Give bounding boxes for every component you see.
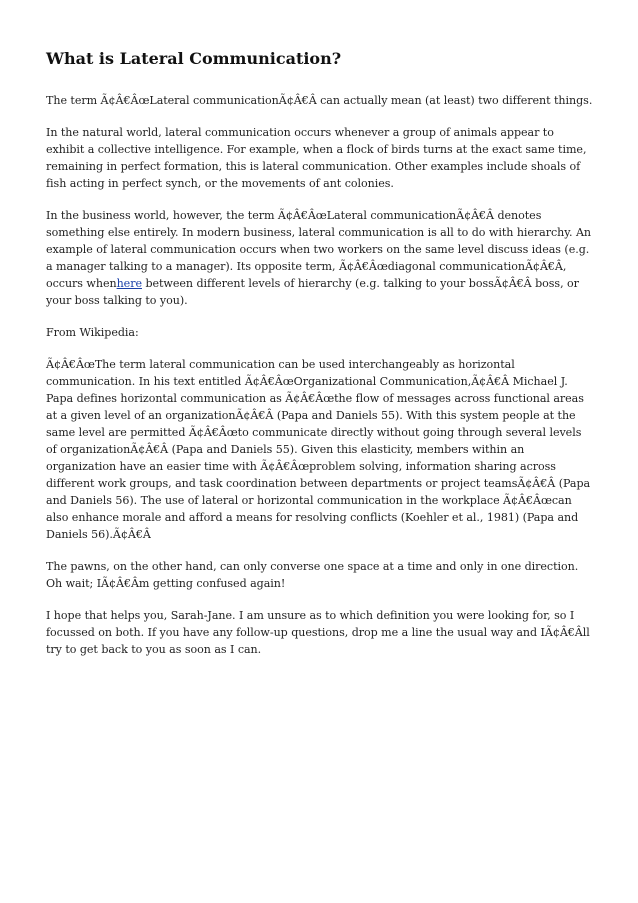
paragraph-pawns: The pawns, on the other hand, can only converse one space at a time and only in one direction. Oh wait; IÃ¢Â€Âm getting confused again! bbox=[46, 560, 579, 590]
paragraph-business-text-after: between different levels of hierarchy (e.g. talking to your bossÃ¢Â€Â boss, or your boss talking to you). bbox=[46, 277, 579, 307]
paragraph-business-text-before: In the business world, however, the term Ã¢Â€ÂœLateral communicationÃ¢Â€Â denotes something else entirely. In modern business, lateral communication is all to do with hierarchy. An example of lateral communication occurs when two workers on the same level discuss ideas (e.g. a manager talking to a manager). Its opposite term, Ã¢Â€Âœdiagonal communicationÃ¢Â€Â, occurs when bbox=[46, 209, 592, 290]
paragraph-wikipedia-quote: Ã¢Â€ÂœThe term lateral communication can be used interchangeably as horizontal communication. In his text entitled Ã¢Â€ÂœOrganizational Communication,Ã¢Â€Â Michael J. Papa defines horizontal communication as Ã¢Â€Âœthe flow of messages across functional areas at a given level of an organizationÃ¢Â€Â (Papa and Daniels 55). With this system people at the same level are permitted Ã¢Â€Âœto communicate directly without going through several levels of organizationÃ¢Â€Â (Papa and Daniels 55). Given this elasticity, members within an organization have an easier time with Ã¢Â€Âœproblem solving, information sharing across different work groups, and task coordination between departments or project teamsÃ¢Â€Â (Papa and Daniels 56). The use of lateral or horizontal communication in the workplace Ã¢Â€Âœcan also enhance morale and afford a means for resolving conflicts (Koehler et al., 1981) (Papa and Daniels 56).Ã¢Â€Â bbox=[46, 358, 591, 541]
paragraph-intro: The term Ã¢Â€ÂœLateral communicationÃ¢Â€Â can actually mean (at least) two different things. bbox=[46, 94, 593, 107]
here-link[interactable]: here bbox=[116, 277, 142, 290]
paragraph-source-label: From Wikipedia: bbox=[46, 326, 139, 339]
paragraph-natural-world: In the natural world, lateral communication occurs whenever a group of animals appear to exhibit a collective intelligence. For example, when a flock of birds turns at the exact same time, remaining in perfect formation, this is lateral communication. Other examples include shoals of fish acting in perfect synch, or the movements of ant colonies. bbox=[46, 126, 587, 190]
page-title: What is Lateral Communication? bbox=[46, 49, 342, 68]
paragraph-business-world bbox=[46, 207, 594, 309]
document-page bbox=[46, 48, 594, 673]
paragraph-closing: I hope that helps you, Sarah-Jane. I am unsure as to which definition you were looking for, so I focussed on both. If you have any follow-up questions, drop me a line the usual way and IÃ¢Â€Âll try to get back to you as soon as I can. bbox=[46, 609, 590, 656]
